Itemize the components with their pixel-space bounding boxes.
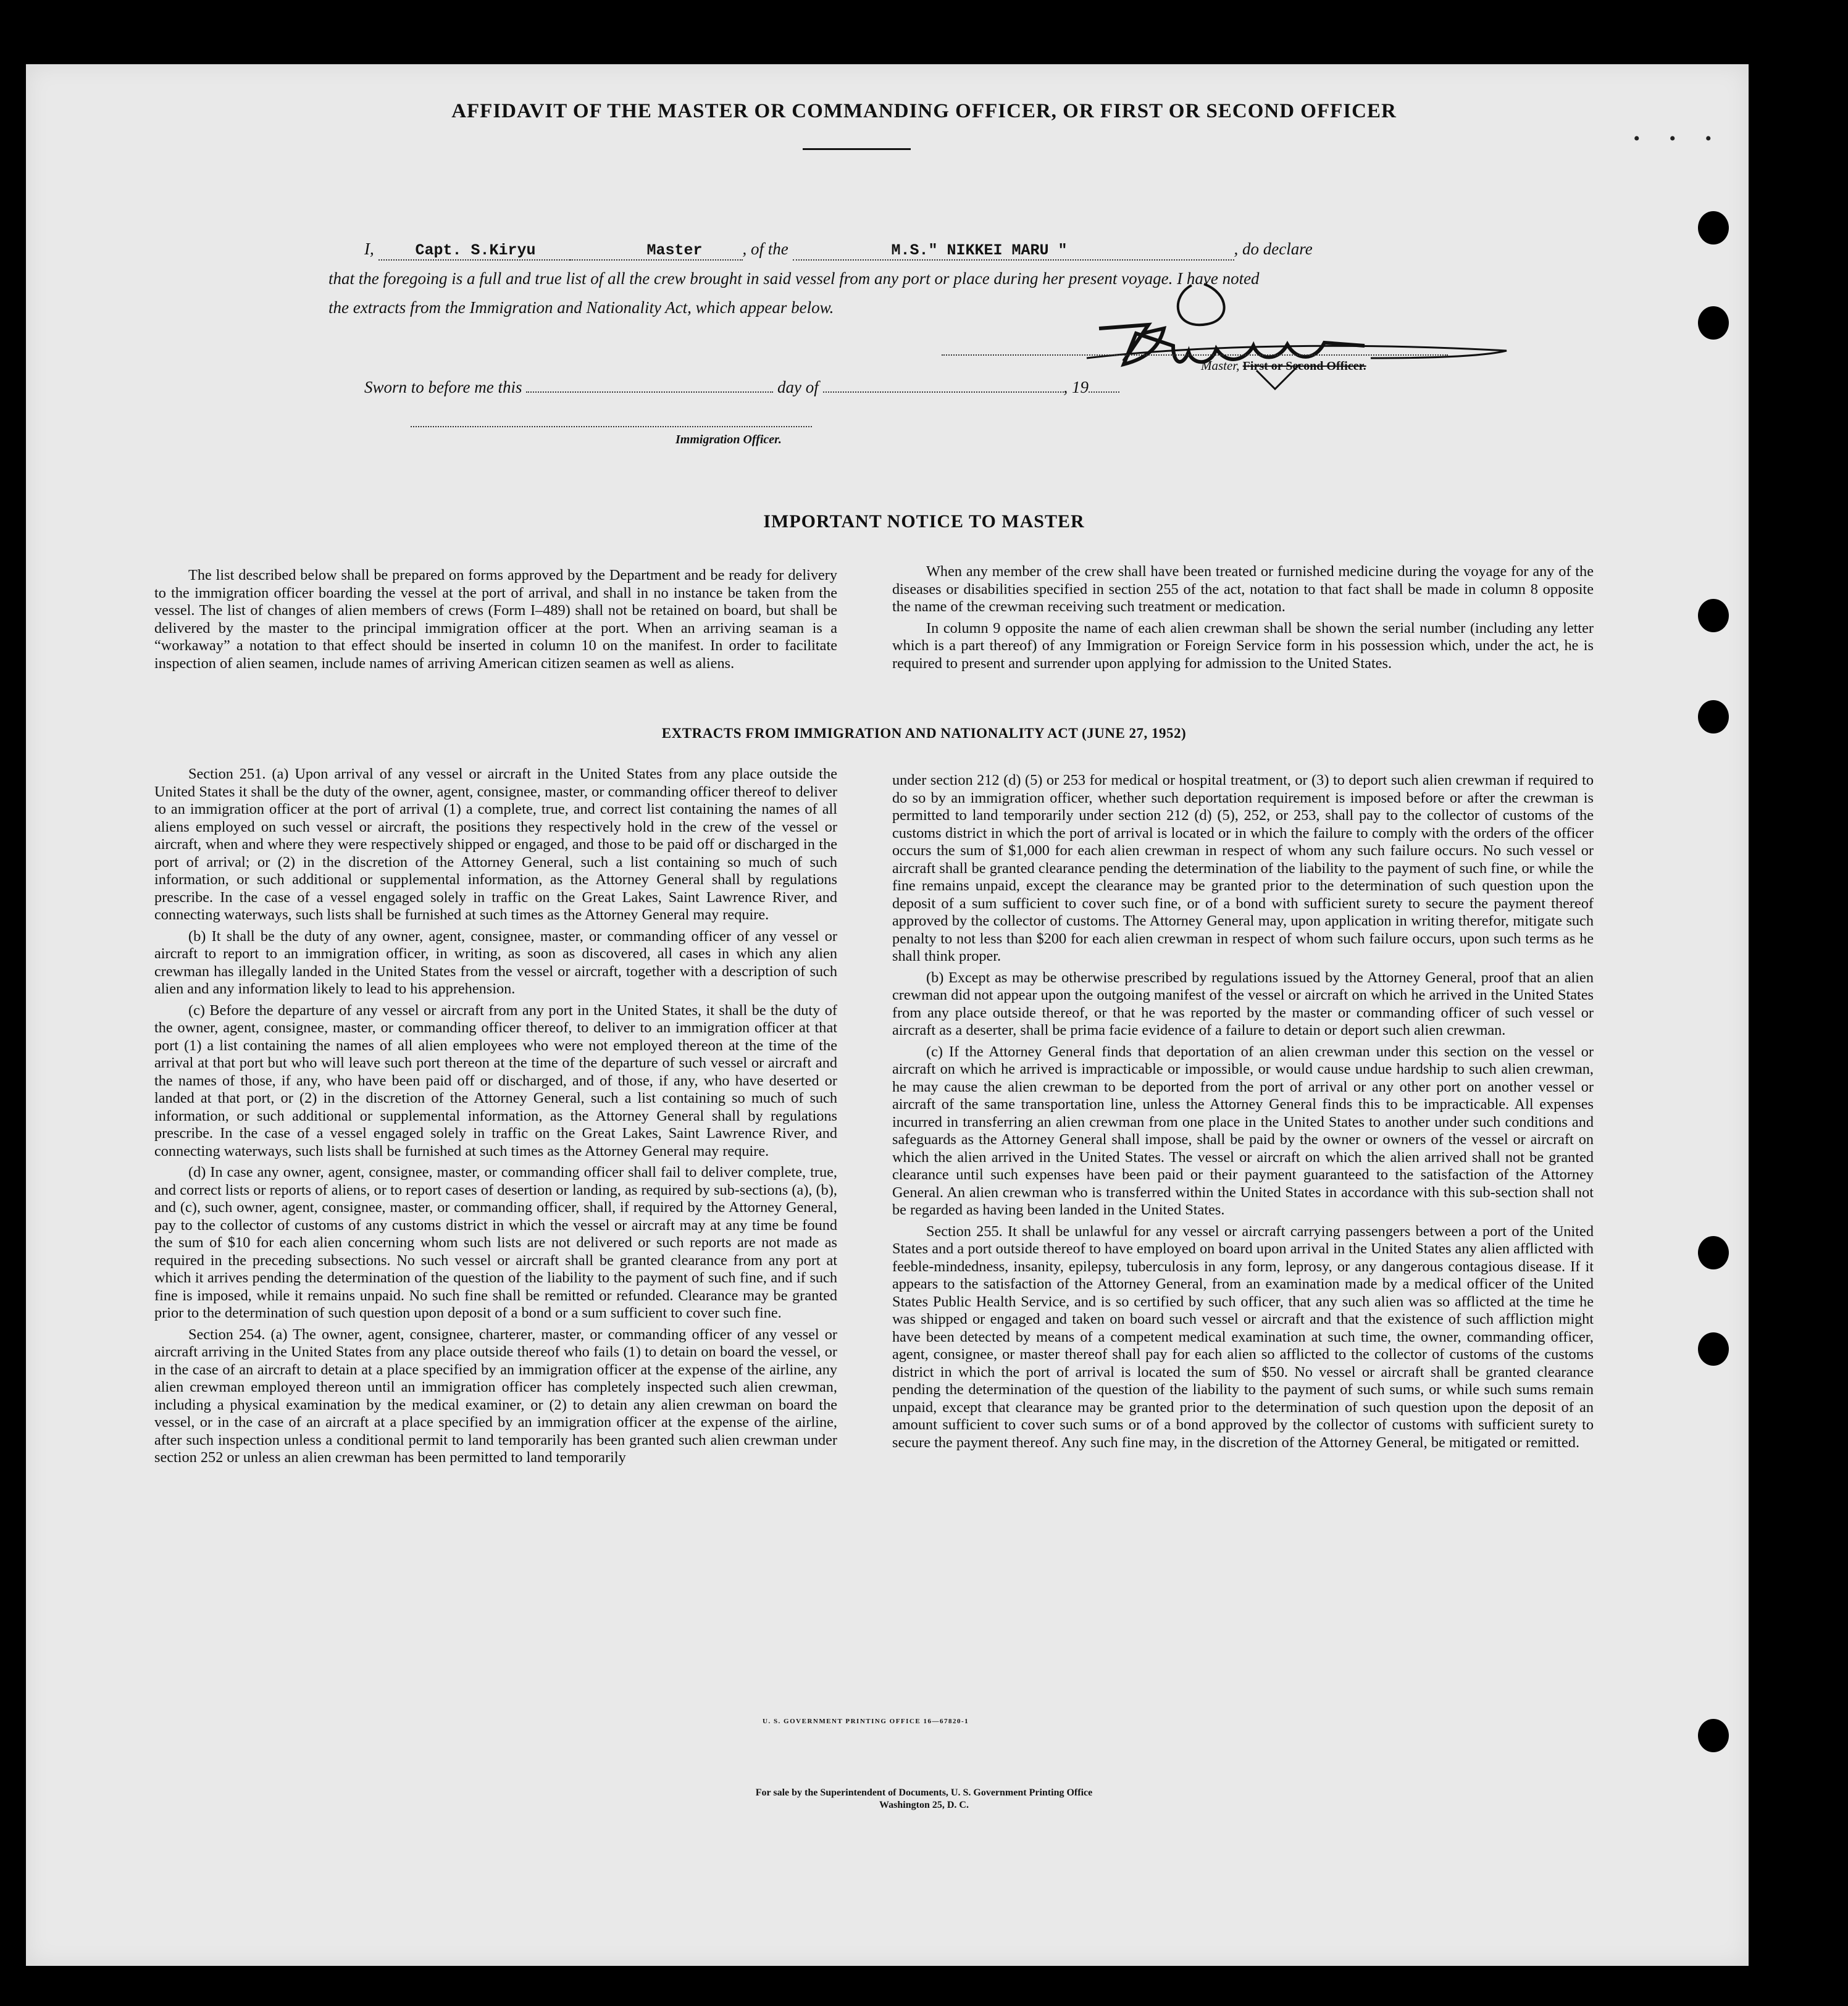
vessel-value: M.S." NIKKEI MARU ": [891, 241, 1068, 259]
notice-paragraph: When any member of the crew shall have been treated or furnished medicine during the voyage for any of the diseases or disabilities specified in section 255 of the act, notation to that fact shall be made in column 8 opposite the name of the crewman receiving such treatment or medication.: [892, 563, 1594, 615]
year-label: , 19: [1063, 378, 1089, 396]
sworn-label: Sworn to before me this: [364, 378, 522, 396]
section-254-b: (b) Except as may be otherwise prescribed by regulations issued by the Attorney General, proof that an alien crewman did not appear upon the outgoing manifest of the vessel or aircraft on which he arrived in the United States from any place outside thereof, or that he was reported by the master or commanding officer of such vessel or aircraft as a deserter, shall be prima facie evidence of a failure to detain or deport such alien crewman.: [892, 969, 1594, 1039]
day-of-label: day of: [777, 378, 819, 396]
punch-hole: [1698, 211, 1729, 244]
sworn-line: [364, 378, 1119, 397]
rank-field: [570, 240, 743, 261]
punch-hole: [1698, 599, 1729, 632]
footer: [0, 1787, 1848, 1812]
immigration-officer-caption: Immigration Officer.: [675, 433, 782, 446]
sworn-month-field: [823, 391, 1064, 393]
title-rule: [803, 148, 911, 150]
section-254-a: Section 254. (a) The owner, agent, consignee, charterer, master, or commanding officer of any vessel or aircraft arriving in the United States from any place outside thereof who fails (1) to detain on board the vessel, or in the case of an aircraft to detain at a place specified by an immigration officer at the expense of the airline, any alien crewman employed thereon until an immigration officer has completely inspected such alien crewman, including a physical examination by the medical examiner, or (2) to detain any alien crewman on board the vessel, or in the case of an aircraft at a place specified by an immigration officer at the expense of the airline, after such inspection unless a conditional permit to land temporarily has been granted such alien crewman under section 252 or unless an alien crewman has been permitted to land temporarily: [154, 1326, 837, 1466]
punch-hole: [1698, 306, 1729, 340]
signature-caption: [1201, 358, 1366, 374]
punch-hole: [1698, 1719, 1729, 1752]
footer-line-1: For sale by the Superintendent of Documents, U. S. Government Printing Office: [755, 1787, 1093, 1798]
notice-paragraph: The list described below shall be prepared on forms approved by the Department and be ready for delivery to the immigration officer boarding the vessel at the port of arrival, and shall in no instance be taken from the vessel. The list of changes of alien members of crews (Form I–489) shall not be retained on board, but shall be delivered by the master to the principal immigration officer at the port. When an arriving seaman is a “workaway” a notation to that effect should be inserted in column 10 on the manifest. In order to facilitate inspection of alien seamen, include names of arriving American citizen seamen as well as aliens.: [154, 567, 837, 672]
officer-signature-line: [411, 426, 812, 427]
punch-hole: [1698, 1236, 1729, 1269]
affidavit-line-2: that the foregoing is a full and true list of all the crew brought in said vessel from any port or place during her present voyage. I have noted: [328, 269, 1260, 288]
notice-paragraph: In column 9 opposite the name of each alien crewman shall be shown the serial number (including any letter which is a part thereof) of any Immigration or Foreign Service form in his possession which, under the act, he is required to present and surrender upon applying for admission to the United States.: [892, 619, 1594, 672]
do-declare-label: , do declare: [1234, 240, 1313, 258]
notice-right-column: [892, 563, 1594, 676]
sworn-year-field: [1089, 391, 1119, 393]
act-heading: EXTRACTS FROM IMMIGRATION AND NATIONALITY ACT (JUNE 27, 1952): [661, 725, 1187, 741]
master-signature: [1050, 272, 1519, 395]
master-name-field: [378, 240, 570, 261]
act-left-column: [154, 766, 837, 1471]
section-251-a: Section 251. (a) Upon arrival of any vessel or aircraft in the United States from any place outside the United States it shall be the duty of the owner, agent, consignee, master, or commanding officer thereof to deliver to an immigration officer at the port of arrival (1) a complete, true, and correct list containing the names of all aliens employed on such vessel or aircraft, the positions they respectively hold in the crew of the vessel or aircraft, when and where they were respectively shipped or engaged, and those to be paid off or discharged in the port of arrival; or (2) in the discretion of the Attorney General, such a list containing so much of such information, or such additional or supplemental information, as the Attorney General shall by regulations prescribe. In the case of a vessel engaged solely in traffic on the Great Lakes, Saint Lawrence River, and connecting waterways, such lists shall be furnished at such times as the Attorney General may require.: [154, 766, 837, 923]
printing-office-line: U. S. GOVERNMENT PRINTING OFFICE 16—67820-1: [763, 1718, 969, 1725]
section-251-b: (b) It shall be the duty of any owner, agent, consignee, master, or commanding officer of any vessel or aircraft to report to an immigration officer, in writing, as soon as discovered, all cases in which any alien crewman has illegally landed in the United States from the vessel or aircraft, together with a description of such alien and any information likely to lead to his apprehension.: [154, 927, 837, 997]
act-right-column: [892, 772, 1594, 1455]
affidavit-line-1: [364, 240, 1313, 261]
master-name-value: Capt. S.Kiryu: [415, 241, 536, 259]
affidavit-line-3: the extracts from the Immigration and Nationality Act, which appear below.: [328, 298, 834, 317]
section-255: Section 255. It shall be unlawful for any vessel or aircraft carrying passengers between a port of the United States and a port outside thereof to have employed on board upon arrival in the United States any alien afflicted with feeble-mindedness, insanity, epilepsy, tuberculosis in any form, leprosy, or any dangerous contagious disease. If it appears to the satisfaction of the Attorney General, from an examination made by a medical officer of the United States Public Health Service, and is so certified by such officer, that any such alien was so afflicted at the time he was shipped or engaged and taken on board such vessel or aircraft and that the existence of such affliction might have been detected by means of a competent medical examination at such time, the owner, commanding officer, agent, consignee, or master thereof shall pay for each alien so afflicted to the collector of customs of the customs district in which the port of arrival is located the sum of $50. No vessel or aircraft shall be granted clearance pending the determination of the question of the liability to the payment of such sums, or while such sums remain unpaid, except that clearance may be granted prior to the determination of such question upon the deposit of an amount sufficient to cover such sums or of a bond approved by the collector of customs with sufficient surety to secure the payment thereof. Any such fine may, in the discretion of the Attorney General, be mitigated or remitted.: [892, 1222, 1594, 1451]
section-254-c: (c) If the Attorney General finds that deportation of an alien crewman under this section on the vessel or aircraft on which he arrived is impracticable or impossible, or would cause undue hardship to such alien crewman, he may cause the alien crewman to be deported from the port of arrival or any other port on another vessel or aircraft of the same transportation line, unless the Attorney General finds this to be impracticable. All expenses incurred in transferring an alien crewman from one place in the United States to another under such conditions and safeguards as the Attorney General shall impose, shall be paid by the owner or owners of the vessel or aircraft on which the alien arrived in the United States. The vessel or aircraft on which the alien arrived shall not be granted clearance until such expenses have been paid or their payment guaranteed to the satisfaction of the Attorney General. An alien crewman who is transferred within the United States in accordance with this sub-section shall not be regarded as having been landed in the United States.: [892, 1043, 1594, 1218]
sworn-day-field: [526, 391, 773, 393]
punch-hole: [1698, 1332, 1729, 1366]
notice-left-column: [154, 567, 837, 676]
margin-specks: • • •: [1633, 128, 1724, 149]
section-251-c: (c) Before the departure of any vessel or aircraft from any port in the United States, it shall be the duty of the owner, agent, consignee, master, or commanding officer thereof, to deliver to an immigration officer at that port (1) a list containing the names of all alien employees who were not employed thereon at the time of the arrival at that port but who will leave such port thereon at the time of the departure of such vessel or aircraft and the names of those, if any, who have been paid off or discharged, and of those, if any, who have deserted or landed at that port, or (2) in the discretion of the Attorney General, such a list containing so much of such information, or such additional or supplemental information, as the Attorney General shall by regulations prescribe. In the case of a vessel engaged solely in traffic on the Great Lakes, Saint Lawrence River, and connecting waterways, such lists shall be furnished at such times as the Attorney General may require.: [154, 1001, 837, 1160]
struck-officer-caption: First or Second Officer.: [1242, 359, 1366, 373]
vessel-field: [793, 240, 1234, 261]
affidavit-title: AFFIDAVIT OF THE MASTER OR COMMANDING OFFICER, OR FIRST OR SECOND OFFICER: [451, 100, 1397, 122]
section-254-a-continued: under section 212 (d) (5) or 253 for medical or hospital treatment, or (3) to deport such alien crewman if required to do so by an immigration officer, whether such deportation requirement is imposed before or after the crewman is permitted to land temporarily under section 212 (d) (5), 252, or 253, shall pay to the collector of customs of the customs district in which the port of arrival is located or in which the failure to comply with the orders of the officer occurs the sum of $1,000 for each alien crewman in respect of whom any such failure occurs. No such vessel or aircraft shall be granted clearance pending the determination of the liability to the payment of such fine, or while the fine remains unpaid, except the clearance may be granted prior to the determination of such question upon the deposit of a sum sufficient to cover such fine, or of a bond with sufficient surety to secure the payment thereof approved by the collector of customs. The Attorney General may, upon application in writing therefor, mitigate such penalty to not less than $200 for each alien crewman in respect of whom such failure occurs, upon such terms as he shall think proper.: [892, 772, 1594, 964]
notice-heading: IMPORTANT NOTICE TO MASTER: [763, 511, 1085, 532]
section-251-d: (d) In case any owner, agent, consignee, master, or commanding officer shall fail to deliver complete, true, and correct lists or reports of aliens, or to report cases of desertion or landing, as required by sub-sections (a), (b), and (c), such owner, agent, consignee, master, or commanding officer, shall, if required by the Attorney General, pay to the collector of customs of any customs district in which the vessel or aircraft may at any time be found the sum of $10 for each alien concerning whom such lists are not delivered or such reports are not made as required in the preceding subsections. No such vessel or aircraft shall be granted clearance from any port at which it arrives pending the determination of the question of the liability to the payment of such fine, and if such fine is imposed, while it remains unpaid. No such fine shall be remitted or refunded. Clearance may be granted prior to the determination of such question upon deposit of a bond or a sum sufficient to cover such fine.: [154, 1164, 837, 1321]
rank-value: Master: [646, 241, 703, 259]
footer-line-2: Washington 25, D. C.: [879, 1800, 969, 1810]
signature-line: [942, 354, 1448, 356]
master-caption: Master,: [1201, 358, 1240, 373]
affidavit-i: I,: [364, 240, 374, 258]
of-the-label: , of the: [742, 240, 788, 258]
